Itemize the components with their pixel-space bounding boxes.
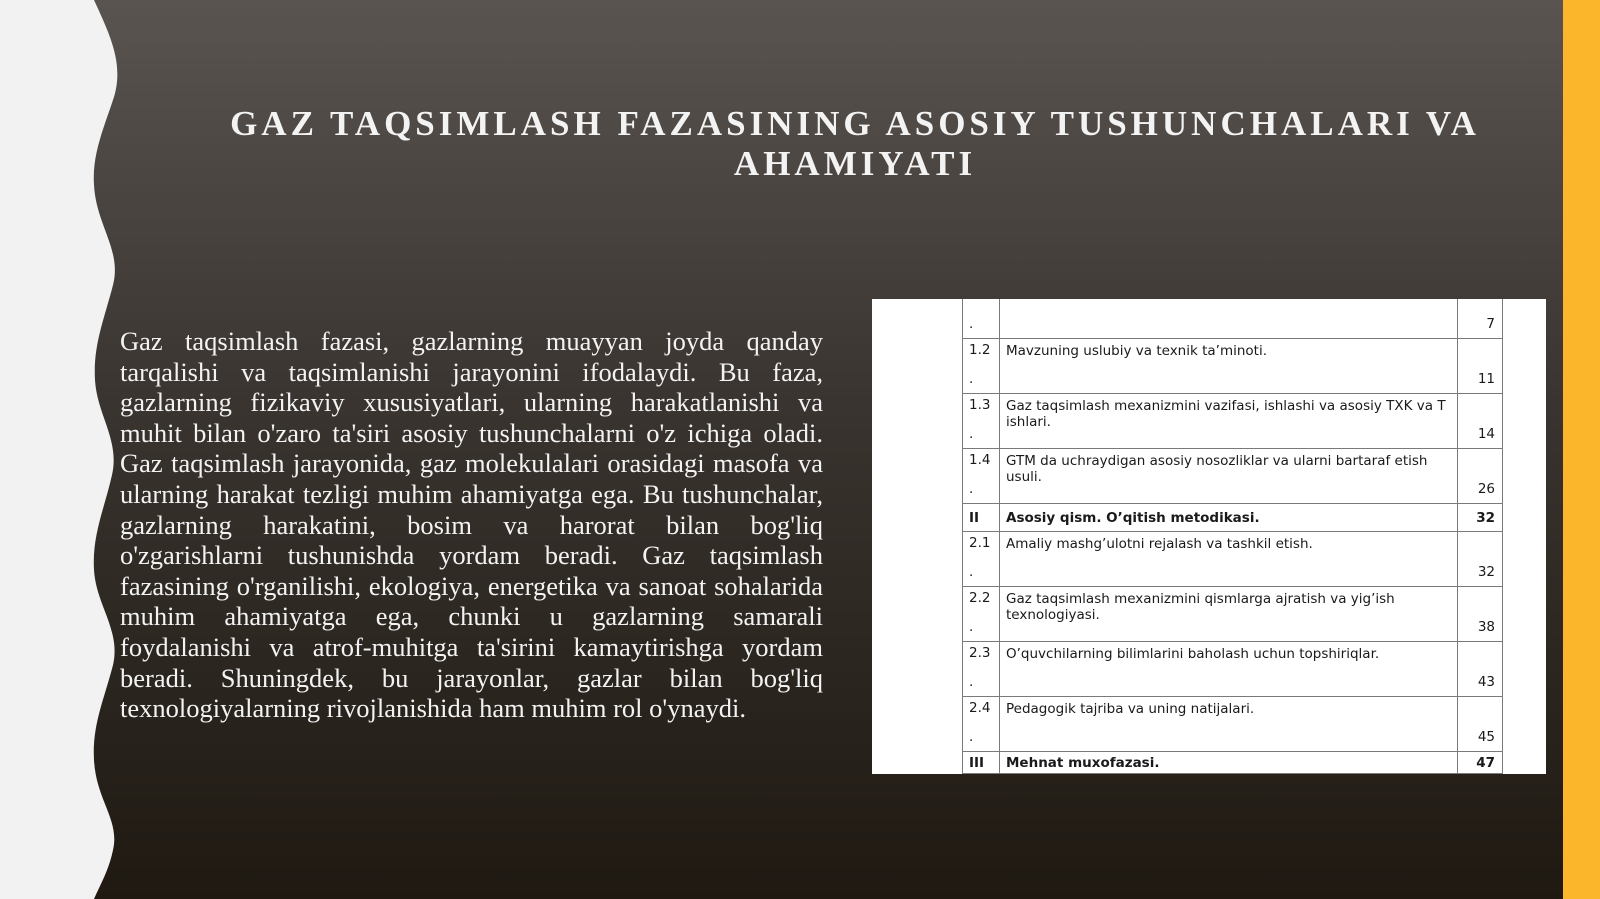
table-of-contents-image [872,299,1546,774]
toc-entry-text: Asosiy qism. O’qitish metodikasi. [1000,504,1458,532]
toc-page-number: 26 [1458,449,1503,504]
toc-number [963,299,1000,339]
toc-row [963,697,1503,752]
toc-number-label: 1.4 [969,452,991,468]
toc-number-label: III [969,754,985,771]
toc-page-number: 38 [1458,587,1503,642]
toc-number-dot: . [969,564,974,580]
toc-entry-text: Mehnat muxofazasi. [1000,752,1458,774]
toc-page-number: 11 [1458,339,1503,394]
toc-page-number: 47 [1458,752,1503,774]
slide-body-text: Gaz taqsimlash fazasi, gazlarning muayyan joyda qanday tarqalishi va taqsimlanishi jarayonini ifodalaydi. Bu faza, gazlarning fizikaviy xususiyatlari, ularning harakatlanishi va muhit bilan o'zaro ta'siri asosiy tushunchalarni o'z ichiga oladi. Gaz taqsimlash jarayonida, gaz molekulalari orasidagi masofa va ularning harakat tezligi muhim ahamiyatga ega. Bu tushunchalar, gazlarning harakatini, bosim va harorat bilan bog'liq o'zgarishlarni tushunishda yordam beradi. Gaz taqsimlash fazasining o'rganilishi, ekologiya, energetika va sanoat sohalarida muhim ahamiyatga ega, chunki u gazlarning samarali foydalanishi va atrof-muhitga ta'sirini kamaytirishga yordam beradi. Shuningdek, bu jarayonlar, gazlar bilan bog'liq texnologiyalarning rivojlanishida ham muhim rol o'ynaydi. [120,326,823,724]
toc-number [963,394,1000,449]
toc-page-number: 43 [1458,642,1503,697]
toc-entry-text: Gaz taqsimlash mexanizmini vazifasi, ishlashi va asosiy TXK va T ishlari. [1000,394,1458,449]
toc-row [963,394,1503,449]
toc-page-number: 32 [1458,532,1503,587]
toc-number [963,449,1000,504]
toc-row [963,504,1503,532]
toc-page-number: 7 [1458,299,1503,339]
toc-entry-text: Amaliy mashg’ulotni rejalash va tashkil etish. [1000,532,1458,587]
toc-number [963,752,1000,774]
toc-table [962,299,1503,774]
toc-number-dot: . [969,729,974,745]
toc-number-label: II [969,509,980,526]
toc-row [963,642,1503,697]
toc-number [963,697,1000,752]
toc-number-label: 2.4 [969,700,991,716]
toc-number-label: 1.2 [969,342,991,358]
toc-entry-text: Mavzuning uslubiy va texnik ta’minoti. [1000,339,1458,394]
toc-row [963,299,1503,339]
toc-number-dot: . [969,674,974,690]
accent-bar [1563,0,1600,899]
toc-entry-text: Pedagogik tajriba va uning natijalari. [1000,697,1458,752]
toc-entry-text: Gaz taqsimlash mexanizmini qismlarga ajratish va yig’ish texnologiyasi. [1000,587,1458,642]
toc-number [963,587,1000,642]
toc-number-dot: . [969,316,974,332]
toc-page-number: 14 [1458,394,1503,449]
toc-number-label: 2.3 [969,645,991,661]
toc-number-dot: . [969,619,974,635]
toc-entry-text: O’quvchilarning bilimlarini baholash uchun topshiriqlar. [1000,642,1458,697]
toc-row [963,339,1503,394]
slide-title: GAZ TAQSIMLASH FAZASINING ASOSIY TUSHUNCHALARI VA AHAMIYATI [230,104,1480,183]
toc-number-label: 2.1 [969,535,991,551]
toc-number [963,642,1000,697]
toc-number-dot: . [969,481,974,497]
toc-number-dot: . [969,426,974,442]
toc-number [963,532,1000,587]
toc-row [963,449,1503,504]
toc-number [963,504,1000,532]
toc-row [963,532,1503,587]
toc-row [963,752,1503,774]
toc-row [963,587,1503,642]
toc-number-dot: . [969,371,974,387]
toc-number-label: 2.2 [969,590,991,606]
toc-page-number: 45 [1458,697,1503,752]
toc-number-label: 1.3 [969,397,991,413]
toc-entry-text: GTM da uchraydigan asosiy nosozliklar va ularni bartaraf etish usuli. [1000,449,1458,504]
toc-page-number: 32 [1458,504,1503,532]
toc-number [963,339,1000,394]
toc-entry-text [1000,299,1458,339]
